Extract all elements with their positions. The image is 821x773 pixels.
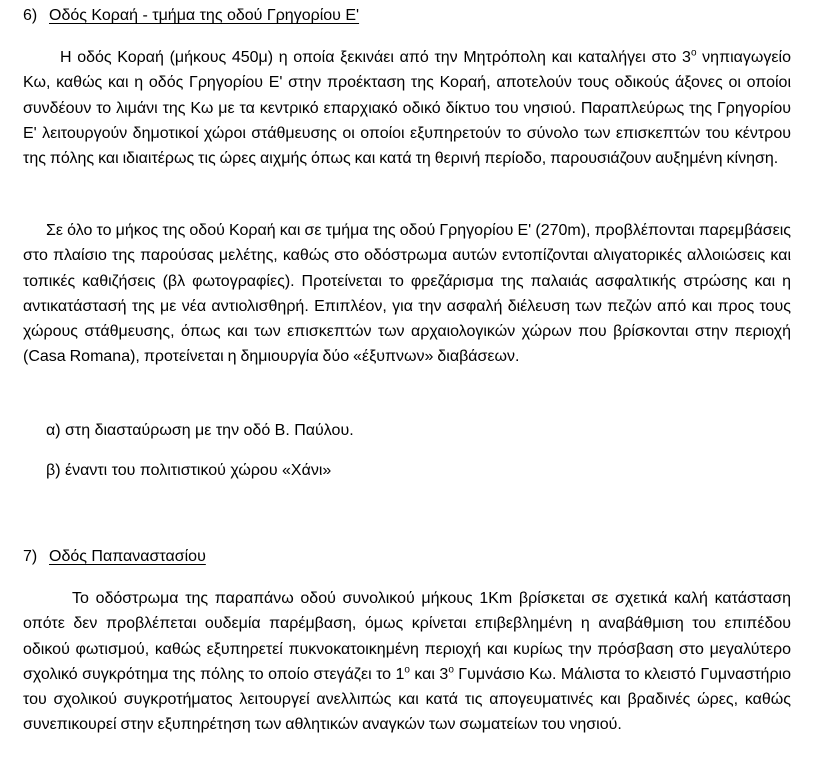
section-6-number: 6) <box>23 7 38 24</box>
section-7-paragraph-text-b: και 3 <box>409 665 449 683</box>
section-7-number: 7) <box>23 548 38 565</box>
superscript-o: ο <box>404 664 410 676</box>
section-7-heading <box>23 546 206 568</box>
section-6-item-a: α) στη διασταύρωση με την οδό Β. Παύλου. <box>46 422 354 439</box>
section-6-heading <box>23 5 359 27</box>
section-6-item-b: β) έναντι του πολιτιστικού χώρου «Χάνι» <box>46 462 332 479</box>
section-6-paragraph-1 <box>23 45 791 171</box>
section-7-paragraph-text-a: Το οδόστρωμα της παραπάνω οδού συνολικού μήκους 1Km βρίσκεται σε σχετικά καλή κατάσταση οπότε δεν προβλέπεται ουδεμία παρέμβαση, όμως κρίνεται επιβεβλημένη η αναβάθμιση του επιπέδου οδικού φωτισμού, καθώς εξυπηρετεί πυκνοκατοικημένη περιοχή και κυρίως την πρόσβαση στο μεγαλύτερο σχολικό συγκρότημα της πόλης το οποίο στεγάζει το 1 <box>23 590 791 683</box>
section-7-paragraph <box>23 586 791 738</box>
superscript-o: ο <box>690 47 697 59</box>
section-7-paragraph-text-c: Γυμνάσιο Κω. Μάλιστα το κλειστό Γυμναστήριο του σχολικού συγκροτήματος λειτουργεί ανελλιπώς και κατά τις απογευματινές και βραδινές ώρες, καθώς συνεπικουρεί στην εξυπηρέτηση των αθλητικών αναγκών των σωματείων του νησιού. <box>23 665 791 734</box>
section-7-title: Οδός Παπαναστασίου <box>49 548 206 565</box>
section-6-paragraph-1-text-b: νηπιαγωγείο Κω, καθώς και η οδός Γρηγορίου Ε' στην προέκταση της Κοραή, αποτελούν τους οδικούς άξονες οι οποίοι συνδέουν το λιμάνι της Κω με τα κεντρικό επαρχιακό οδικό δίκτυο του νησιού. Παραπλεύρως της Γρηγορίου Ε' λειτουργούν δημοτικοί χώροι στάθμευσης οι οποίοι εξυπηρετούν το σύνολο των επισκεπτών του κέντρου της πόλης και ιδιαιτέρως τις ώρες αιχμής όπως και κατά τη θερινή περίοδο, παρουσιάζουν αυξημένη κίνηση. <box>23 49 791 168</box>
superscript-o: ο <box>448 664 454 676</box>
section-6-paragraph-2: Σε όλο το μήκος της οδού Κοραή και σε τμήμα της οδού Γρηγορίου Ε' (270m), προβλέπονται παρεμβάσεις στο πλαίσιο της παρούσας μελέτης, καθώς στο οδόστρωμα αυτών εντοπίζονται αλιγατορικές αλλοιώσεις και τοπικές καθιζήσεις (βλ φωτογραφίες). Προτείνεται το φρεζάρισμα της παλαιάς ασφαλτικής στρώσης και η αντικατάστασή της με νέα αντιολισθηρή. Επιπλέον, για την ασφαλή διέλευση των πεζών από και προς τους χώρους στάθμευσης, όπως και των επισκεπτών των αρχαιολογικών χώρων που βρίσκονται στην περιοχή (Casa Romana), προτείνεται η δημιουργία δύο «έξυπνων» διαβάσεων. <box>23 222 791 366</box>
section-6-paragraph-1-text-a: Η οδός Κοραή (μήκους 450μ) η οποία ξεκινάει από την Μητρόπολη και καταλήγει στο 3 <box>60 49 691 66</box>
section-6-title: Οδός Κοραή - τμήμα της οδού Γρηγορίου Ε' <box>49 7 360 24</box>
